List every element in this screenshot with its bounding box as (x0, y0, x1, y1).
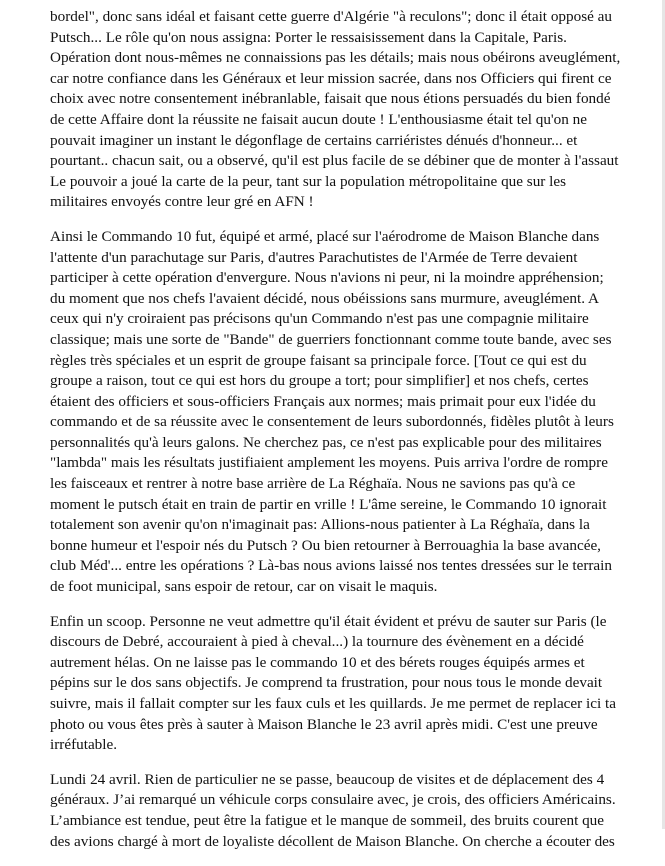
text-line: de cette Affaire dont la réussite ne faisait aucun doute ! L'enthousiasme était tel qu'on ne (50, 110, 587, 128)
text-line: des avions chargé à mort de loyaliste décollent de Maison Blanche. On cherche a écouter des (50, 832, 615, 850)
text-line: Le pouvoir a joué la carte de la peur, tant sur la population métropolitaine que sur les (50, 172, 567, 190)
paragraph (50, 612, 660, 756)
text-line: du moment que nos chefs l'avaient décidé, nous obéissions sans murmure, aveuglément. A (50, 289, 599, 307)
text-line: classique; mais une sorte de "Bande" de guerriers fonctionnant comme toute bande, avec ses (50, 330, 612, 348)
text-line: discours de Debré, accouraient à pied à cheval...) la tournure des évènement en a décidé (50, 633, 584, 651)
text-line: les faisceaux et rentrer à notre base arrière de La Réghaïa. Nous ne savions pas qu'à ce (50, 475, 576, 493)
text-line: ceux qui n'y croiraient pas précisons qu'un Commando n'est pas une compagnie militaire (50, 310, 589, 328)
paragraph (50, 227, 660, 598)
paragraph (50, 7, 660, 213)
text-line: club Méd'... entre les opérations ? Là-bas nous avions laissé nos tentes dressées sur le terrain (50, 557, 612, 575)
text-line: militaires envoyés contre leur gré en AFN ! (50, 193, 314, 211)
text-line: participer à cette opération d'envergure. Nous n'avions ni peur, ni la moindre appréhension; (50, 269, 604, 287)
text-line: pépins sur le dos sans objectifs. Je comprend ta frustration, pour nous tous le monde devait (50, 674, 603, 692)
text-line: groupe a raison, tout ce qui est hors du groupe a tort; pour simplifier] et nos chefs, certes (50, 372, 589, 390)
text-line: Lundi 24 avril. Rien de particulier ne se passe, beaucoup de visites et de déplacement des 4 (50, 770, 605, 788)
text-line: l'attente d'un parachutage sur Paris, d'autres Parachutistes de l'Armée de Terre devaient (50, 248, 578, 266)
text-line: car notre confiance dans les Généraux et leur mission sacrée, dans nos Officiers qui firent ce (50, 69, 612, 87)
text-line: "lambda" mais les résultats justifiaient amplement les moyens. Puis arriva l'ordre de rompre (50, 454, 608, 472)
text-line: bordel", donc sans idéal et faisant cette guerre d'Algérie "à reculons"; donc il était opposé au (50, 8, 612, 25)
text-line: règles très spéciales et un esprit de groupe faisant sa principale force. [Tout ce qui est du (50, 351, 587, 369)
text-line: commando et de sa réussite avec le consentement de leurs subordonnés, fidèles plutôt à leurs (50, 413, 614, 431)
paragraph (50, 770, 660, 852)
text-line: irréfutable. (50, 736, 118, 754)
text-line: Opération dont nous-mêmes ne connaissions pas les détails; mais nous obéirons aveuglément, (50, 49, 621, 67)
text-line: Enfin un scoop. Personne ne veut admettre qu'il était évident et prévu de sauter sur Paris (le (50, 612, 607, 630)
text-line: bonne humeur et l'espoir nés du Putsch ? Ou bien retourner à Berrouaghia la base avancée, (50, 536, 601, 554)
text-line: choix avec notre consentement inébranlable, faisait que nous étions persuadés du bien fondé (50, 90, 611, 108)
text-line: suivre, mais il fallait compter sur les faux culs et les quillards. Je me permet de replacer ici ta (50, 695, 616, 712)
text-line: pouvait imaginer un instant le dégonflage de certains carriéristes dénués d'honneur... et (50, 131, 578, 149)
text-line: photo ou vous êtes près à sauter à Maison Blanche le 23 avril après midi. C'est une preuve (50, 715, 598, 733)
text-line: totalement son avenir qu'on n'imaginait pas: Allions-nous patienter à La Réghaïa, dans la (50, 516, 590, 534)
text-line: étaient des officiers et sous-officiers Français aux normes; mais primait pour eux l'idée du (50, 392, 596, 410)
text-line: généraux. J’ai remarqué un véhicule corps consulaire avec, je crois, des officiers Américains. (50, 791, 616, 809)
text-line: de foot municipal, sans espoir de retour, car on visait le maquis. (50, 578, 438, 596)
text-line: pourtant.. chacun sait, ou a observé, qu'il est plus facile de se débiner que de monter à l'assaut (50, 152, 619, 170)
text-line: autrement hélas. On ne laisse pas le commando 10 et des bérets rouges équipés armes et (50, 653, 585, 671)
text-line: L’ambiance est tendue, peut être la fatigue et le manque de sommeil, des bruits courent que (50, 811, 605, 829)
text-line: Ainsi le Commando 10 fut, équipé et armé, placé sur l'aérodrome de Maison Blanche dans (50, 227, 600, 245)
text-line: Putsch... Le rôle qu'on nous assigna: Porter le ressaisissement dans la Capitale, Paris. (50, 28, 567, 46)
document-body (50, 7, 660, 866)
text-line: moment le putsch était en train de partir en vrille ! L'âme sereine, le Commando 10 ignorait (50, 495, 607, 513)
text-line: personnalités qu'à leurs galons. Ne cherchez pas, ce n'est pas explicable pour des militaires (50, 433, 602, 451)
